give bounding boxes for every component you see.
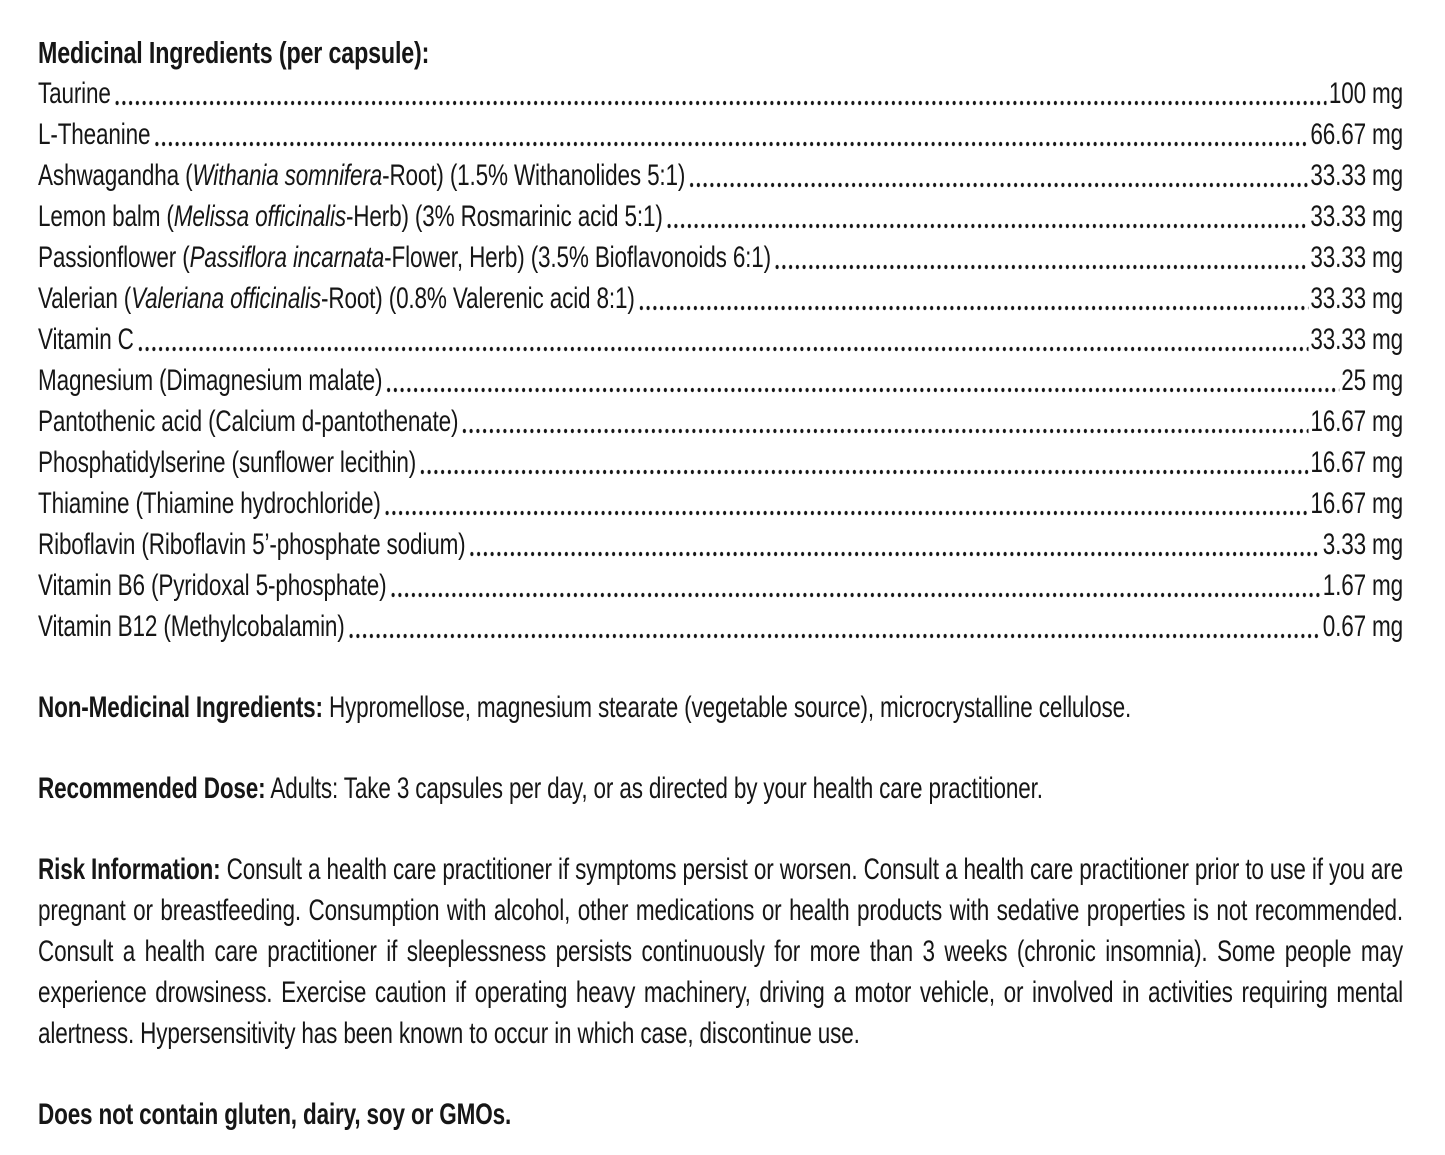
ingredient-row	[38, 442, 1403, 483]
dot-leader	[385, 360, 1339, 401]
dot-leader	[688, 155, 1308, 196]
ingredient-row	[38, 524, 1403, 565]
dot-leader	[384, 483, 1308, 524]
ingredient-row	[38, 155, 1403, 196]
ingredient-amount: 100 mg	[1328, 77, 1403, 110]
non-medicinal-section	[38, 687, 1403, 728]
ingredient-name: Vitamin C	[38, 323, 134, 356]
ingredient-amount: 16.67 mg	[1310, 405, 1403, 438]
ingredient-name: Pantothenic acid (Calcium d-pantothenate)	[38, 405, 459, 438]
ingredient-name: L-Theanine	[38, 118, 151, 151]
recommended-dose-label: Recommended Dose:	[38, 772, 266, 805]
risk-information-section	[38, 849, 1403, 1054]
dot-leader	[461, 401, 1308, 442]
ingredient-name: Riboflavin (Riboflavin 5’-phosphate sodium)	[38, 528, 466, 561]
ingredient-name: Valerian (Valeriana officinalis-Root) (0.8% Valerenic acid 8:1)	[38, 282, 635, 315]
dot-leader	[419, 442, 1308, 483]
ingredient-name: Passionflower (Passiflora incarnata-Flower, Herb) (3.5% Bioflavonoids 6:1)	[38, 241, 771, 274]
ingredient-name: Lemon balm (Melissa officinalis-Herb) (3% Rosmarinic acid 5:1)	[38, 200, 663, 233]
ingredient-amount: 33.33 mg	[1310, 241, 1403, 274]
ingredient-row	[38, 360, 1403, 401]
ingredient-name: Vitamin B6 (Pyridoxal 5-phosphate)	[38, 569, 387, 602]
risk-information-text: Consult a health care practitioner if symptoms persist or worsen. Consult a health care practitioner prior to use if you are pregnant or breastfeeding. Consumption with alcohol, other medications or health products with sedative properties is not recommended. Consult a health care practitioner if sleeplessness persists continuously for more than 3 weeks (chronic insomnia). Some people may experience drowsiness. Exercise caution if operating heavy machinery, driving a motor vehicle, or involved in activities requiring mental alertness. Hypersensitivity has been known to occur in which case, discontinue use.	[38, 853, 1403, 1050]
ingredient-amount: 1.67 mg	[1322, 569, 1403, 602]
recommended-dose-text: Adults: Take 3 capsules per day, or as directed by your health care practitioner.	[265, 772, 1043, 805]
ingredient-amount: 0.67 mg	[1322, 610, 1403, 643]
ingredient-name: Phosphatidylserine (sunflower lecithin)	[38, 446, 417, 479]
does-not-contain-statement: Does not contain gluten, dairy, soy or GMOs.	[38, 1098, 512, 1131]
ingredient-name: Vitamin B12 (Methylcobalamin)	[38, 610, 345, 643]
non-medicinal-label: Non-Medicinal Ingredients:	[38, 691, 323, 724]
ingredient-name: Thiamine (Thiamine hydrochloride)	[38, 487, 381, 520]
dot-leader	[666, 196, 1308, 237]
ingredient-amount: 33.33 mg	[1310, 282, 1403, 315]
label-content	[38, 32, 1403, 1135]
medicinal-ingredients-title: Medicinal Ingredients (per capsule):	[38, 35, 430, 70]
risk-information-label: Risk Information:	[38, 853, 221, 886]
ingredient-name: Ashwagandha (Withania somnifera-Root) (1.5% Withanolides 5:1)	[38, 159, 686, 192]
recommended-dose-section	[38, 768, 1403, 809]
dot-leader	[348, 606, 1321, 647]
ingredient-row	[38, 401, 1403, 442]
ingredient-row	[38, 73, 1403, 114]
ingredient-amount: 66.67 mg	[1310, 118, 1403, 151]
ingredient-row	[38, 565, 1403, 606]
dot-leader	[153, 114, 1308, 155]
ingredient-amount: 33.33 mg	[1310, 200, 1403, 233]
dot-leader	[774, 237, 1308, 278]
dot-leader	[137, 319, 1308, 360]
ingredient-row	[38, 237, 1403, 278]
dot-leader	[114, 73, 1327, 114]
ingredient-row	[38, 278, 1403, 319]
ingredient-row	[38, 483, 1403, 524]
non-medicinal-text: Hypromellose, magnesium stearate (vegetable source), microcrystalline cellulose.	[322, 691, 1132, 724]
ingredient-amount: 16.67 mg	[1310, 446, 1403, 479]
ingredient-list	[38, 73, 1403, 647]
ingredient-amount: 25 mg	[1341, 364, 1403, 397]
ingredient-row	[38, 319, 1403, 360]
ingredient-amount: 33.33 mg	[1310, 323, 1403, 356]
dot-leader	[389, 565, 1320, 606]
ingredient-name: Magnesium (Dimagnesium malate)	[38, 364, 383, 397]
ingredient-row	[38, 114, 1403, 155]
ingredient-name: Taurine	[38, 77, 111, 110]
ingredient-amount: 33.33 mg	[1310, 159, 1403, 192]
dot-leader	[638, 278, 1308, 319]
ingredient-row	[38, 606, 1403, 647]
ingredient-amount: 3.33 mg	[1322, 528, 1403, 561]
ingredient-amount: 16.67 mg	[1310, 487, 1403, 520]
dot-leader	[469, 524, 1321, 565]
ingredient-row	[38, 196, 1403, 237]
